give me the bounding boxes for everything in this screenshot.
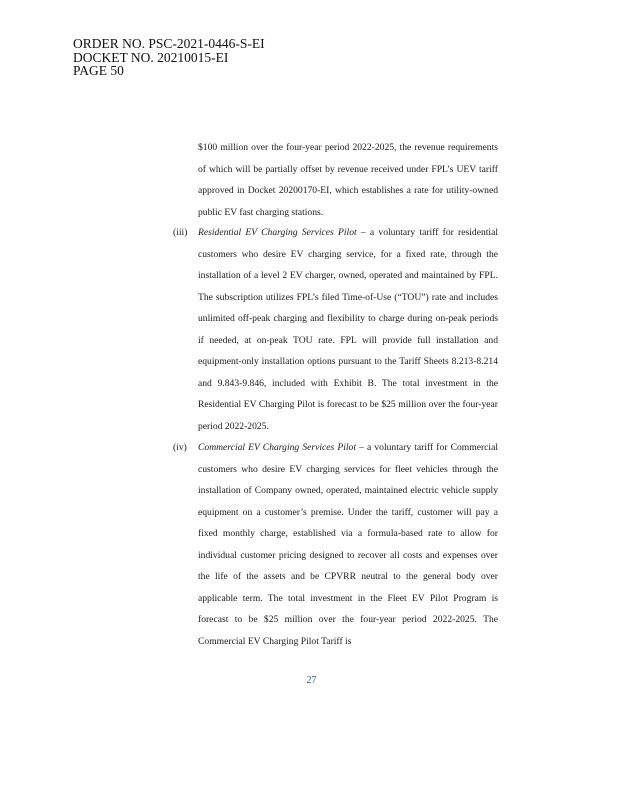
- continuation-paragraph: $100 million over the four-year period 2022-2025, the revenue requirements of which will be partially offset by revenue received under FPL’s UEV tariff approved in Docket 20200170-EI, which establishes a rate for utility-owned public EV fast charging stations.: [198, 142, 498, 218]
- item-text: – a voluntary tariff for Commercial customers who desire EV charging services for fleet vehicles through the installation of Company owned, operated, maintained electric vehicle supply equipment on a customer’s premise. Under the tariff, customer will pay a fixed monthly charge, established via a formula-based rate to allow for individual customer pricing designed to recover all costs and expenses over the life of the assets and be CPVRR neutral to the general body over applicable term. The total investment in the Fleet EV Pilot Program is forecast to be $25 million over the four-year period 2022-2025. The Commercial EV Charging Pilot Tariff is: [198, 442, 498, 647]
- item-text: – a voluntary tariff for residential customers who desire EV charging service, for a fixed rate, through the installation of a level 2 EV charger, owned, operated and maintained by FPL. The subscription utilizes FPL’s filed Time-of-Use (“TOU”) rate and includes unlimited off-peak charging and flexibility to charge during on-peak periods if needed, at on-peak TOU rate. FPL will provide full installation and equipment-only installation options pursuant to the Tariff Sheets 8.213-8.214 and 9.843-9.846, included with Exhibit B. The total investment in the Residential EV Charging Pilot is forecast to be $25 million over the four-year period 2022-2025.: [198, 227, 498, 432]
- item-body: [198, 437, 498, 652]
- docket-number: DOCKET NO. 20210015-EI: [73, 49, 229, 65]
- page-header: [73, 37, 265, 78]
- page-number: 27: [306, 675, 317, 686]
- item-title: Residential EV Charging Services Pilot: [198, 227, 357, 238]
- order-number: ORDER NO. PSC-2021-0446-S-EI: [73, 36, 265, 51]
- list-item: [173, 437, 498, 652]
- header-page: PAGE 50: [73, 63, 124, 78]
- list-item: [173, 222, 498, 437]
- item-body: [198, 222, 498, 437]
- item-title: Commercial EV Charging Services Pilot: [198, 442, 357, 453]
- item-number: (iii): [173, 227, 188, 238]
- item-number: (iv): [173, 442, 187, 453]
